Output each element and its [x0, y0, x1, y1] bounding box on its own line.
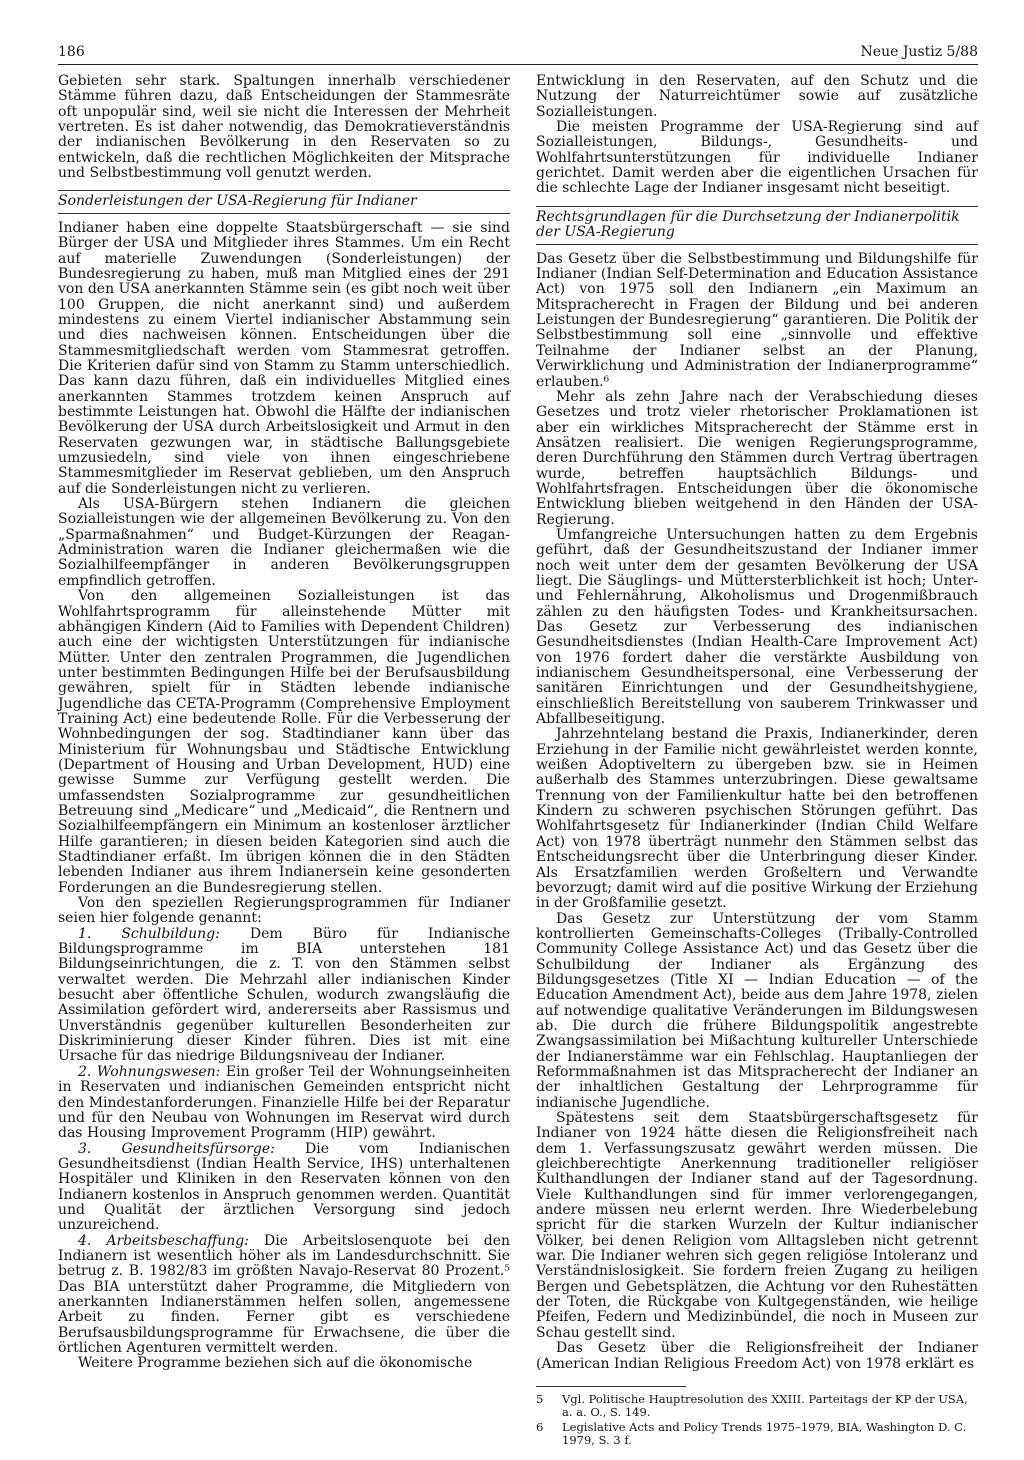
item-text: Dem Büro für Indianische Bildungsprogramme im BIA unterstehen 181 Bildungseinrichtungen, die z. T. von den Stämmen selbst verwaltet werden. Die Mehrzahl aller indianischen Kinder besucht aber öffentliche Schulen, wodurch zwangsläufig die Assimilation gefördert wird, andererseits aber Rassismus und Unverständnis gegenüber kulturellen Besonderheiten zur Diskriminierung dieser Kinder führen. Dies ist mit eine Ursache für das niedrige Bildungsniveau der Indianer. [58, 925, 511, 1065]
section-heading: Rechtsgrundlagen für die Durchsetzung der Indianerpolitik der USA-Regierung [536, 210, 978, 245]
page-number: 186 [58, 44, 85, 60]
paragraph: Die meisten Programme der USA-Regierung sind auf Sozialleistungen, Bildungs-, Gesundheits- und Wohlfahrtsunterstützungen für individuelle Indianer gerichtet. Damit werden aber die eigentlichen Ursachen für die schlechte Lage der Indianer insgesamt nicht beseitigt. [536, 119, 978, 197]
item-text: Die vom Indianischen Gesundheitsdienst (Indian Health Service, IHS) unterhaltenen Hospitäler und Kliniken in den Reservaten können von den Indianern kostenlos in Anspruch genommen werden. Quantität und Qualität der ärztlichen Versorgung sind jedoch unzureichend. [58, 1140, 510, 1234]
footnote-text: Legislative Acts and Policy Trends 1975–1979, BIA, Washington D. C. 1979, S. 3 f. [562, 1419, 967, 1447]
item-label: 3. Gesundheitsfürsorge: [78, 1140, 275, 1157]
paragraph: Von den speziellen Regierungsprogrammen für Indianer seien hier folgende genannt: [58, 895, 510, 927]
paragraph: Von den allgemeinen Sozialleistungen ist das Wohlfahrtsprogramm für alleinstehende Mütter mit abhängigen Kindern (Aid to Families with Dependent Children) auch eine der wichtigsten Unterstützungen für indianische Mütter. Unter den zentralen Programmen, die Jugendlichen unter bestimmten Bedingungen Hilfe bei der Berufsausbildung gewähren, spielt für in Städten lebende indianische Jugendliche das CETA-Programm (Comprehensive Employment Training Act) eine bedeutende Rolle. Für die Verbesserung der Wohnbedingungen der sog. Stadtindianer kann über das Ministerium für Wohnungsbau und Städtische Entwicklung (Department of Housing and Urban Development, HUD) eine gewisse Summe zur Verfügung gestellt werden. Die umfassendsten Sozialprogramme zur gesundheitlichen Betreuung sind „Medicare“ und „Medicaid“, die Rentnern und Sozialhilfeempfängern ein Minimum an kostenloser ärztlicher Hilfe garantieren; in diesen beiden Kategorien sind auch die Stadtindianer erfaßt. Im übrigen können die in den Städten lebenden Indianer aus ihrem Indianersein keine gesonderten Forderungen an die Bundesregierung stellen. [58, 588, 510, 896]
paragraph: Das Gesetz über die Religionsfreiheit der Indianer (American Indian Religious Freedom Act) von 1978 erklärt es [536, 1340, 978, 1372]
header-rule [58, 64, 978, 65]
section-rule [536, 206, 978, 207]
paragraph: Weitere Programme beziehen sich auf die ökonomische [78, 1355, 473, 1372]
paragraph: Umfangreiche Untersuchungen hatten zu dem Ergebnis geführt, daß der Gesundheitszustand der Indianer immer noch weit unter dem der gesamten Bevölkerung der USA liegt. Die Säuglings- und Müttersterblichkeit ist hoch; Unter- und Fehlernährung, Alkoholismus und Drogenmißbrauch zählen zu den häufigsten Todes- und Krankheitsursachen. Das Gesetz zur Verbesserung des indianischen Gesundheitsdienstes (Indian Health-Care Improvement Act) von 1976 fordert daher die verstärkte Ausbildung von indianischem Gesundheitspersonal, eine Verbesserung der sanitären Einrichtungen und der Gesundheitshygiene, einschließlich Bereitstellung von sauberem Trinkwasser und Abfallbeseitigung. [536, 526, 978, 728]
item-label: 4. Arbeitsbeschaffung: [78, 1232, 249, 1249]
footnote-text: Vgl. Politische Hauptresolution des XXIII. Parteitags der KP der USA, a. a. O., S. 149. [562, 1391, 968, 1419]
paragraph: Mehr als zehn Jahre nach der Verabschiedung dieses Gesetzes und trotz vieler rhetorischer Proklamationen ist aber ein wirkliches Mitspracherecht der Stämme erst in Ansätzen realisiert. Die wenigen Regierungsprogramme, deren Durchführung den Stämmen durch Vertrag übertragen wurde, betreffen hauptsächlich Bildungs- und Wohlfahrtsfragen. Entscheidungen über die ökonomische Entwicklung blieben weitgehend in den Händen der USA-Regierung. [536, 388, 978, 528]
paragraph: Jahrzehntelang bestand die Praxis, Indianerkinder, deren Erziehung in der Familie nicht gewährleistet werden konnte, weißen Adoptiveltern zu übergeben bzw. sie in Heimen außerhalb des Stammes unterzubringen. Diese gewaltsame Trennung von der Familienkultur hatte bei den betroffenen Kindern zu schweren psychischen Störungen geführt. Das Wohlfahrtsgesetz für Indianerkinder (Indian Child Welfare Act) von 1978 überträgt nunmehr den Stämmen selbst das Entscheidungsrecht über die Unterbringung dieser Kinder. Als Ersatzfamilien werden Großeltern und Verwandte bevorzugt; damit wird auf die positive Wirkung der Erziehung in der Großfamilie gesetzt. [536, 726, 978, 912]
footnote-rule [536, 1386, 686, 1387]
item-text: Ein großer Teil der Wohnungseinheiten in Reservaten und indianischen Gemeinden entspricht nicht den Mindestanforderungen. Finanzielle Hilfe bei der Reparatur und für den Neubau von Wohnungen im Reservat wird durch das Housing Improvement Programm (HIP) gewährt. [58, 1063, 510, 1142]
footnote [536, 1393, 978, 1419]
paragraph: Das Gesetz zur Unterstützung der vom Stamm kontrollierten Gemeinschafts-Colleges (Tribally-Controlled Community College Assistance Act) und das Gesetz über die Schulbildung der Indianer als Ergänzung des Bildungsgesetzes (Title XI — Indian Education — of the Education Amendment Act), beide aus dem Jahre 1978, zielen auf notwendige qualitative Veränderungen im Bildungswesen ab. Die durch die frühere Bildungspolitik angestrebte Zwangsassimilation bei Mißachtung kultureller Unterschiede der Indianerstämme war ein Fehlschlag. Hauptanliegen der Reformmaßnahmen ist das Mitspracherecht der Indianer an der inhaltlichen Gestaltung der Lehrprogramme für indianische Jugendliche. [536, 910, 978, 1111]
item-text: Die Arbeitslosenquote bei den Indianern ist wesentlich höher als im Landesdurchschnitt. Sie betrug z. B. 1982/83 im größten Navajo-Reservat 80 Prozent.⁵ Das BIA unterstützt daher Programme, die Mitgliedern von anerkannten Indianerstämmen helfen sollen, angemessene Arbeit zu finden. Ferner gibt es verschiedene Berufsausbildungsprogramme für Erwachsene, die über die örtlichen Agenturen vermittelt werden. [58, 1232, 510, 1356]
footnote-number: 5 [536, 1391, 544, 1406]
item-label: 2. Wohnungswesen: [78, 1063, 221, 1080]
footnote-number: 6 [536, 1419, 544, 1434]
paragraph: Gebieten sehr stark. Spaltungen innerhalb verschiedener Stämme führen dazu, daß Entscheidungen der Stammesräte oft unpopulär sind, weil sie nicht die Interessen der Mehrheit vertreten. Es ist daher notwendig, das Demokratieverständnis der indianischen Bevölkerung in den Reservaten so zu entwickeln, daß die rechtlichen Möglichkeiten der Mitsprache und Selbstbestimmung voll genutzt werden. [58, 73, 510, 182]
list-item [58, 927, 510, 1065]
section-heading: Sonderleistungen der USA-Regierung für Indianer [58, 194, 510, 214]
paragraph: Entwicklung in den Reservaten, auf den Schutz und die Nutzung der Naturreichtümer sowie auf zusätzliche Sozialleistungen. [536, 73, 978, 120]
list-item [58, 1065, 510, 1142]
paragraph: Das Gesetz über die Selbstbestimmung und Bildungshilfe für Indianer (Indian Self-Determination and Education Assistance Act) von 1975 soll den Indianern „ein Maximum an Mitspracherecht in Fragen der Bildung und bei anderen Leistungen der Bundesregierung“ garantieren. Die Politik der Selbstbestimmung soll eine „sinnvolle und effektive Teilnahme der Indianer selbst an der Planung, Verwirklichung und Administration der Indianerprogramme“ erlauben.⁶ [536, 250, 978, 390]
item-label: 1. Schulbildung: [78, 925, 220, 942]
paragraph: Indianer haben eine doppelte Staatsbürgerschaft — sie sind Bürger der USA und Mitglieder ihres Stammes. Um ein Recht auf materielle Zuwendungen (Sonderleistungen) der Bundesregierung zu haben, muß man Mitglied eines der 291 von den USA anerkannten Stämme sein (es gibt noch weit über 100 Gruppen, die nicht anerkannt sind) und außerdem mindestens zu einem Viertel indianischer Abstammung sein und dies nachweisen können. Entscheidungen über die Stammesmitgliedschaft werden vom Stammesrat getroffen. Die Kriterien dafür sind von Stamm zu Stamm unterschiedlich. Das kann dazu führen, daß ein individuelles Mitglied eines anerkannten Stammes trotzdem keinen Anspruch auf bestimmte Leistungen hat. Obwohl die Hälfte der indianischen Bevölkerung der USA durch Arbeitslosigkeit und Armut in den Reservaten gezwungen war, in städtische Ballungsgebiete umzusiedeln, sind viele von ihnen eingeschriebene Stammesmitglieder im Reservat geblieben, um den Anspruch auf die Sonderleistungen nicht zu verlieren. [58, 219, 510, 497]
right-column [536, 74, 978, 1449]
left-column [58, 74, 510, 1372]
footnote [536, 1421, 978, 1447]
paragraph: Als USA-Bürgern stehen Indianern die gleichen Sozialleistungen wie der allgemeinen Bevölkerung zu. Von den „Sparmaßnahmen“ und Budget-Kürzungen der Reagan-Administration waren die Indianer gleichermaßen wie die Sozialhilfeempfänger in anderen Bevölkerungsgruppen empfindlich getroffen. [58, 496, 510, 589]
list-item [58, 1234, 510, 1357]
section-rule [58, 190, 510, 191]
journal-issue: Neue Justiz 5/88 [860, 44, 978, 60]
list-item [58, 1142, 510, 1234]
paragraph: Spätestens seit dem Staatsbürgerschaftsgesetz für Indianer von 1924 hätte diesen die Religionsfreiheit nach dem 1. Verfassungszusatz gewährt werden müssen. Die gleichberechtigte Anerkennung traditioneller religiöser Kulthandlungen der Indianer stand auf der Tagesordnung. Viele Kulthandlungen sind für immer verlorengegangen, andere müssen neu erlernt werden. Ihre Wiederbelebung spricht für die starken Wurzeln der Kultur indianischer Völker, bei denen Religion vom Alltagsleben nicht getrennt war. Die Indianer wehren sich gegen religiöse Intoleranz und Verständnislosigkeit. Sie fordern freien Zugang zu heiligen Bergen und Gebetsplätzen, die Achtung vor den Ruhestätten der Toten, die Rückgabe von Kultgegenständen, wie heilige Pfeifen, Federn und Medizinbündel, die noch in Museen zur Schau gestellt sind. [536, 1110, 978, 1341]
